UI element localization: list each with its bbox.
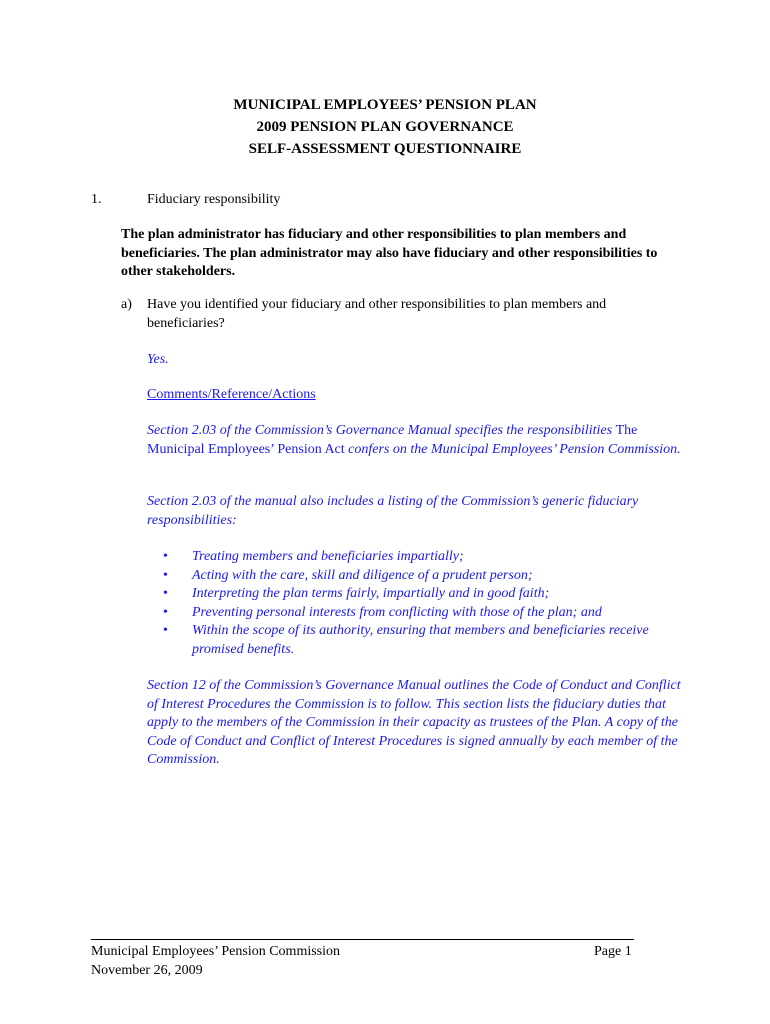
para1-part-c: confers on the Municipal Employees’ Pension Commission. xyxy=(344,441,681,457)
list-item xyxy=(163,585,683,604)
section-number: 1. xyxy=(91,192,102,207)
footer-organization: Municipal Employees’ Pension Commission xyxy=(91,944,341,959)
responsibilities-list xyxy=(163,548,683,659)
question-letter: a) xyxy=(121,297,132,312)
page-number: Page 1 xyxy=(594,944,632,959)
list-item-text: Within the scope of its authority, ensuring that members and beneficiaries receive promised benefits. xyxy=(192,623,649,657)
bullet-icon: • xyxy=(163,567,168,583)
list-item-text: Acting with the care, skill and diligence of a prudent person; xyxy=(192,567,533,583)
comments-label: Comments/Reference/Actions xyxy=(147,387,316,402)
document-title xyxy=(0,94,770,160)
bullet-icon: • xyxy=(163,623,168,638)
list-item xyxy=(163,622,683,659)
comment-paragraph-3: Section 12 of the Commission’s Governance Manual outlines the Code of Conduct and Conflict of Interest Procedures the Commission is to follow. This section lists the fiduciary duties that apply to the members of the Commission in their capacity as trustees of the Plan. A copy of the Code of Conduct and Conflict of Interest Procedures is signed annually by each member of the Commission. xyxy=(147,678,681,767)
list-item-text: Interpreting the plan terms fairly, impartially and in good faith; xyxy=(192,586,550,601)
bullet-icon: • xyxy=(163,549,168,564)
bullet-icon: • xyxy=(163,586,168,601)
answer-text: Yes. xyxy=(147,352,169,367)
footer-divider xyxy=(91,939,634,940)
title-line-2: 2009 PENSION PLAN GOVERNANCE xyxy=(256,119,514,135)
list-item xyxy=(163,548,683,567)
list-item-text: Treating members and beneficiaries impartially; xyxy=(192,549,464,564)
comment-paragraph-1 xyxy=(147,422,687,459)
title-line-1: MUNICIPAL EMPLOYEES’ PENSION PLAN xyxy=(233,97,537,113)
principle-statement: The plan administrator has fiduciary and other responsibilities to plan members and beneficiaries. The plan administrator may also have fiduciary and other responsibilities to other stakeholders. xyxy=(121,227,658,279)
section-heading: Fiduciary responsibility xyxy=(147,192,281,207)
footer-date: November 26, 2009 xyxy=(91,962,203,978)
question-a xyxy=(121,296,681,333)
comment-paragraph-2: Section 2.03 of the manual also includes a listing of the Commission’s generic fiduciary responsibilities: xyxy=(147,494,639,528)
question-text: Have you identified your fiduciary and other responsibilities to plan members and beneficiaries? xyxy=(147,297,607,331)
act-name: The Municipal Employees’ Pension Act xyxy=(147,423,638,457)
list-item xyxy=(163,604,683,623)
footer-left xyxy=(91,943,340,980)
list-item-text: Preventing personal interests from conflicting with those of the plan; and xyxy=(192,604,602,620)
para1-part-a: Section 2.03 of the Commission’s Governance Manual specifies the responsibilities xyxy=(147,423,616,438)
title-line-3: SELF-ASSESSMENT QUESTIONNAIRE xyxy=(248,141,522,157)
bullet-icon: • xyxy=(163,604,168,620)
list-item xyxy=(163,567,683,586)
